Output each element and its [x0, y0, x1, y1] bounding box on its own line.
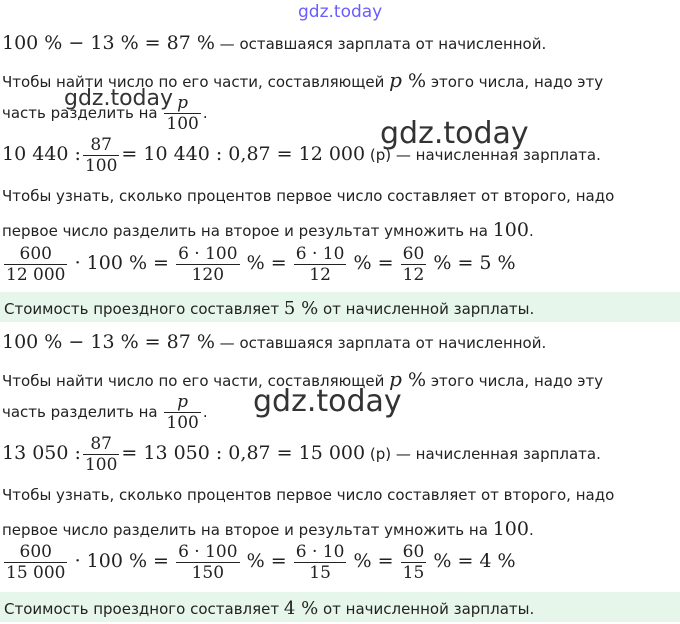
b1-f1: $\frac{600}{12 000}$ — [6, 244, 66, 285]
b2-text-multiply: первое число разделить на второе и результат умножить на — [2, 521, 493, 539]
b2-f4: $\frac{60}{15}$ — [402, 542, 425, 583]
b2-line-rule-percent: Чтобы узнать, сколько процентов первое число составляет от второго, надо — [2, 486, 615, 504]
b2-line-divide: часть разделить на $\frac{p}{100}$ . — [2, 392, 208, 433]
b1-eq-left: 10 440 : — [2, 143, 81, 165]
b2-eq-salary — [2, 434, 601, 475]
b2-num-100: 100 — [492, 518, 529, 540]
b1-t3: % = — [353, 252, 394, 274]
b1-calc-clip — [0, 240, 680, 288]
b2-answer-value: 4 % — [283, 598, 319, 619]
b1-line-rule-percent: Чтобы узнать, сколько процентов первое число составляет от второго, надо — [2, 187, 615, 205]
b2-t1: · 100 % = — [74, 550, 169, 572]
b2-math-percent: 100 % − 13 % = 87 % — [2, 331, 215, 353]
b2-var-p: p — [389, 367, 402, 391]
b2-frac-87: $\frac{87}{100}$ — [84, 434, 118, 475]
b1-math-percent: 100 % − 13 % = 87 % — [2, 32, 215, 54]
b2-t2: % = — [246, 550, 287, 572]
b1-frac-p: $\frac{p}{100}$ — [166, 93, 199, 134]
b2-line-multiply: первое число разделить на второе и результат умножить на 100. — [2, 518, 534, 540]
b1-eq-right: = 10 440 : 0,87 = 12 000 — [121, 143, 366, 165]
b1-num-100: 100 — [492, 219, 529, 241]
b2-answer: Стоимость проездного составляет 4 % от начисленной зарплаты. — [4, 598, 535, 619]
b2-text2: этого числа, надо эту — [426, 372, 604, 390]
b2-eq-right: = 13 050 : 0,87 = 15 000 — [121, 442, 366, 464]
b1-answer-value: 5 % — [283, 298, 319, 319]
b1-answer: Стоимость проездного составляет 5 % от начисленной зарплаты. — [4, 298, 535, 319]
b1-line-divide: часть разделить на $\frac{p}{100}$ . — [2, 93, 208, 134]
b1-var-p: p — [389, 68, 402, 92]
b2-eq-unit: (р) — начисленная зарплата. — [365, 445, 601, 463]
b2-text-divide: часть разделить на — [2, 403, 163, 421]
b1-answer-band — [0, 292, 680, 322]
b1-text: Чтобы найти число по его части, составляющей — [2, 73, 390, 91]
b2-text-remaining: — оставшаяся зарплата от начисленной. — [214, 334, 547, 352]
b1-text-multiply: первое число разделить на второе и результат умножить на — [2, 222, 493, 240]
b2-eq-left: 13 050 : — [2, 442, 81, 464]
b2-t3: % = — [353, 550, 394, 572]
b1-line-multiply: первое число разделить на второе и результат умножить на 100. — [2, 219, 534, 241]
b2-f3: $\frac{6 \cdot 10}{15}$ — [295, 542, 345, 583]
b2-f2: $\frac{6 \cdot 100}{150}$ — [178, 542, 238, 583]
b2-text: Чтобы найти число по его части, составляющей — [2, 372, 390, 390]
b2-answer-band — [0, 592, 680, 622]
b1-t1: · 100 % = — [74, 252, 169, 274]
watermark-b: gdz.today — [380, 116, 529, 151]
b2-f1: $\frac{600}{15 000}$ — [6, 542, 66, 583]
b1-line-remaining — [2, 32, 546, 54]
b1-text2: этого числа, надо эту — [426, 73, 604, 91]
b2-t4: % = 4 % — [433, 550, 516, 572]
b1-f4: $\frac{60}{12}$ — [402, 244, 425, 285]
b2-line-remaining — [2, 331, 546, 353]
watermark-a: gdz.today — [64, 86, 174, 111]
b2-calc-percent — [2, 542, 516, 583]
b1-calc-percent — [2, 244, 516, 285]
b1-eq-unit: (р) — начисленная зарплата. — [365, 146, 601, 164]
b1-frac-87: $\frac{87}{100}$ — [84, 135, 118, 176]
b1-t2: % = — [246, 252, 287, 274]
b1-text-divide: часть разделить на — [2, 104, 163, 122]
watermark-c: gdz.today — [253, 384, 402, 419]
b2-frac-p: $\frac{p}{100}$ — [166, 392, 199, 433]
b1-f2: $\frac{6 \cdot 100}{120}$ — [178, 244, 238, 285]
b2-calc-clip — [0, 538, 680, 588]
b1-f3: $\frac{6 \cdot 10}{12}$ — [295, 244, 345, 285]
b1-text-remaining: — оставшаяся зарплата от начисленной. — [214, 35, 547, 53]
b1-pct: % — [401, 70, 427, 92]
watermark-top: gdz.today — [298, 2, 383, 22]
b2-pct: % — [401, 369, 427, 391]
b1-t4: % = 5 % — [433, 252, 516, 274]
